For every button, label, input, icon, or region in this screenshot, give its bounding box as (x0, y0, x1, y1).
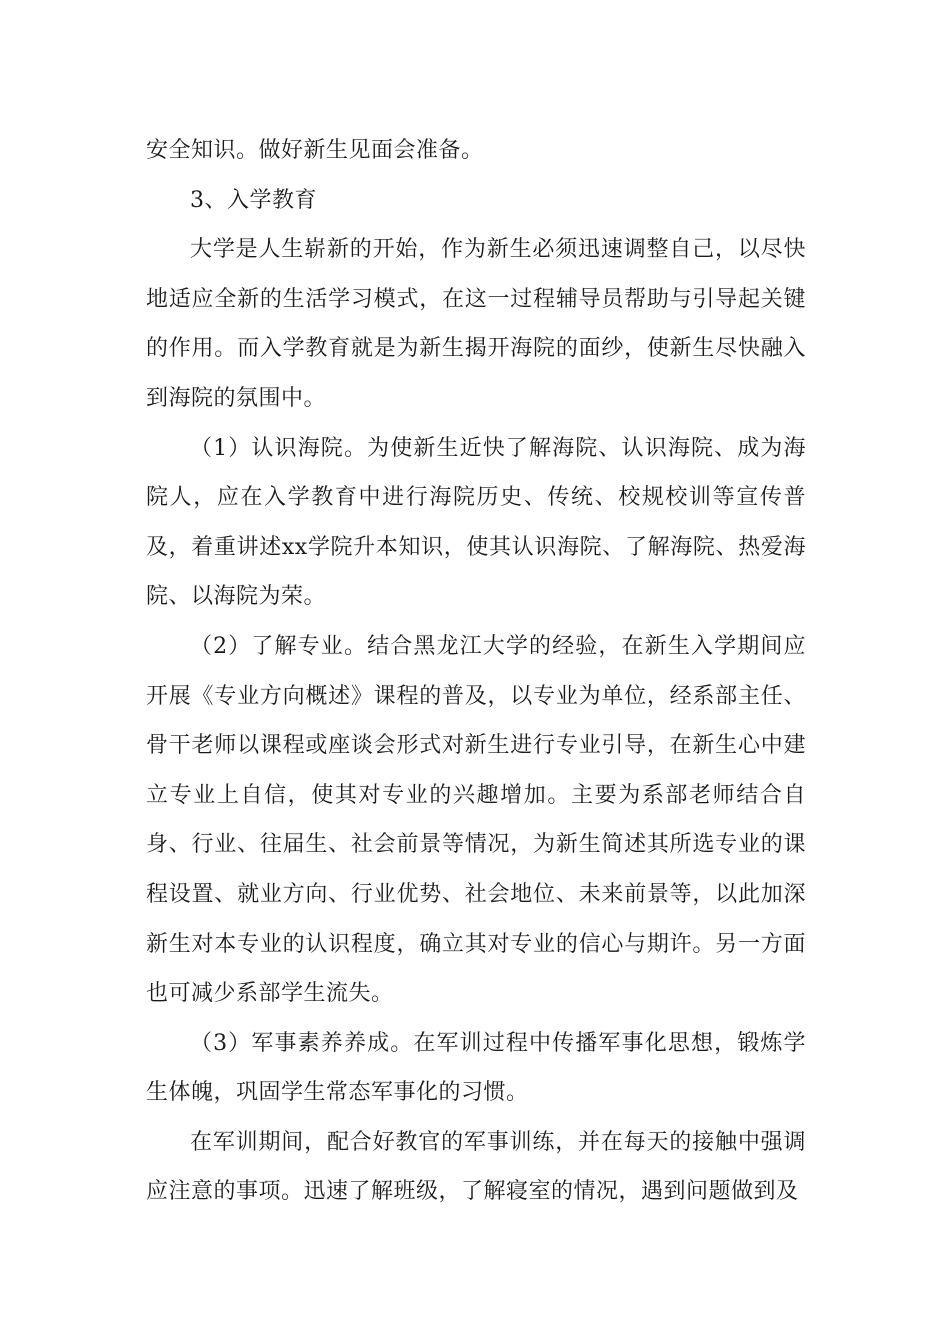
section-heading-enrollment-education: 3、入学教育 (190, 187, 317, 213)
paragraph-training-period: 在军训期间，配合好教官的军事训练，并在每天的接触中强调应注意的事项。迅速了解班级，了解寝室的情况，遇到问题做到及 (146, 1129, 806, 1205)
paragraph-military-training: （3）军事素养养成。在军训过程中传播军事化思想，锻炼学生体魄，巩固学生常态军事化的习惯。 (146, 1030, 806, 1106)
paragraph-intro: 大学是人生崭新的开始，作为新生必须迅速调整自己，以尽快地适应全新的生活学习模式，在这一过程辅导员帮助与引导起关键的作用。而入学教育就是为新生揭开海院的面纱，使新生尽快融入到海院的氛围中。 (146, 237, 806, 411)
paragraph-understand-major: （2）了解专业。结合黑龙江大学的经验，在新生入学期间应开展《专业方向概述》课程的普及，以专业为单位，经系部主任、骨干老师以课程或座谈会形式对新生进行专业引导，在新生心中建立专业上自信，使其对专业的兴趣增加。主要为系部老师结合自身、行业、往届生、社会前景等情况，为新生简述其所选专业的课程设置、就业方向、行业优势、社会地位、未来前景等，以此加深新生对本专业的认识程度，确立其对专业的信心与期许。另一方面也可减少系部学生流失。 (146, 633, 806, 1007)
paragraph-continuation: 安全知识。做好新生见面会准备。 (146, 138, 484, 163)
document-body (146, 126, 806, 1217)
paragraph-know-college: （1）认识海院。为使新生近快了解海院、认识海院、成为海院人，应在入学教育中进行海院历史、传统、校规校训等宣传普及，着重讲述xx学院升本知识，使其认识海院、了解海院、热爱海院、以海院为荣。 (146, 435, 806, 610)
